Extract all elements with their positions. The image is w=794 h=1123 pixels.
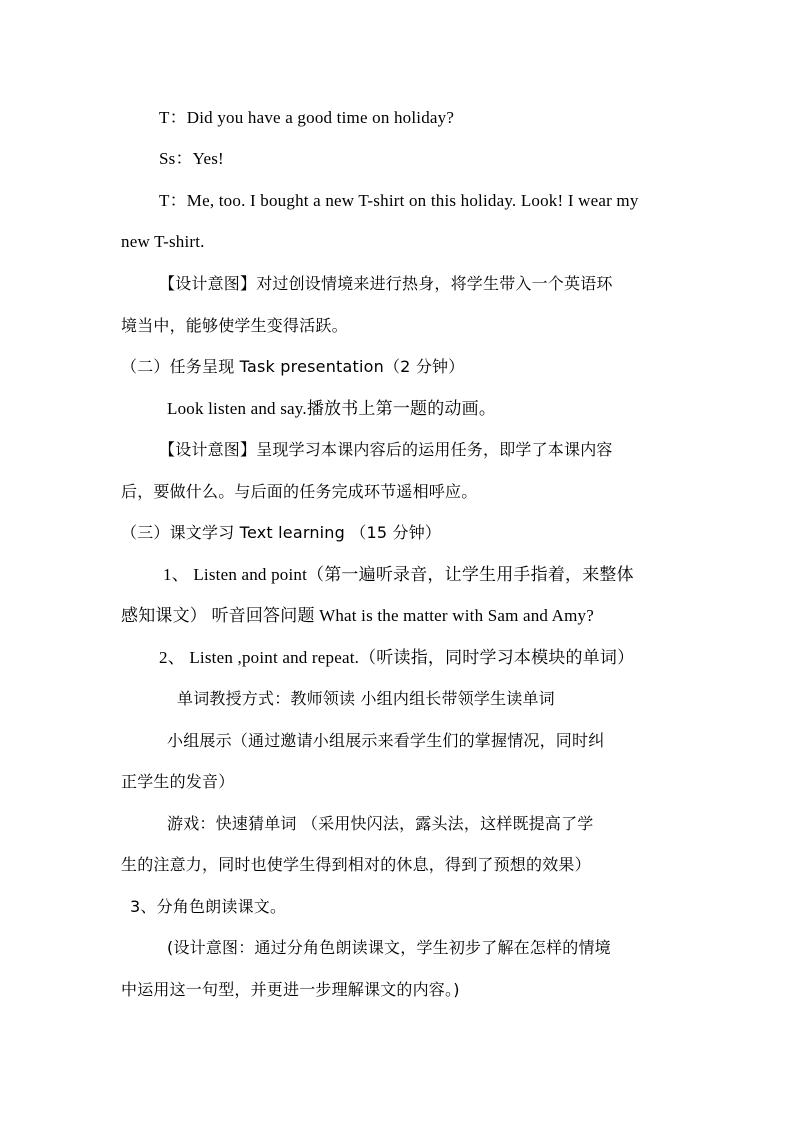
task-presentation-activity: Look listen and say.播放书上第一题的动画。 [167, 399, 497, 418]
design-intent-role-reading: (设计意图：通过分角色朗读课文，学生初步了解在怎样的情境 [167, 938, 611, 957]
dialogue-line-teacher-question: T：Did you have a good time on holiday? [159, 108, 455, 127]
dialogue-line-students-answer: Ss：Yes! [159, 149, 224, 168]
step-3-role-reading: 3、分角色朗读课文。 [130, 897, 287, 916]
dialogue-line-teacher-reply-cont: new T-shirt. [121, 232, 205, 251]
game-guess-words: 游戏：快速猜单词 （采用快闪法，露头法，这样既提高了学 [167, 814, 594, 833]
group-presentation: 小组展示（通过邀请小组展示来看学生们的掌握情况，同时纠 [167, 731, 605, 750]
design-intent-warmup: 【设计意图】对过创设情境来进行热身，将学生带入一个英语环 [159, 274, 613, 293]
word-teaching-method: 单词教授方式：教师领读 小组内组长带领学生读单词 [177, 689, 555, 708]
dialogue-line-teacher-reply: T：Me, too. I bought a new T-shirt on this holiday. Look! I wear my [159, 191, 639, 210]
game-guess-words-cont: 生的注意力，同时也使学生得到相对的休息，得到了预想的效果） [121, 855, 591, 874]
step-2-listen-point-repeat: 2、 Listen ,point and repeat.（听读指，同时学习本模块的单词） [159, 648, 635, 667]
design-intent-task: 【设计意图】呈现学习本课内容后的运用任务，即学了本课内容 [159, 440, 613, 459]
section-heading-text-learning: （三）课文学习 Text learning （15 分钟） [121, 523, 442, 542]
group-presentation-cont: 正学生的发音） [121, 772, 235, 791]
section-heading-task-presentation: （二）任务呈现 Task presentation（2 分钟） [121, 357, 465, 376]
step-1-listen-and-point: 1、 Listen and point（第一遍听录音，让学生用手指着，来整体 [163, 565, 634, 584]
design-intent-role-reading-cont: 中运用这一句型，并更进一步理解课文的内容。) [121, 980, 460, 999]
design-intent-task-cont: 后，要做什么。与后面的任务完成环节遥相呼应。 [121, 482, 478, 501]
design-intent-warmup-cont: 境当中，能够使学生变得活跃。 [121, 316, 348, 335]
step-1-listen-and-point-cont: 感知课文） 听音回答问题 What is the matter with Sam and Amy? [121, 606, 594, 625]
